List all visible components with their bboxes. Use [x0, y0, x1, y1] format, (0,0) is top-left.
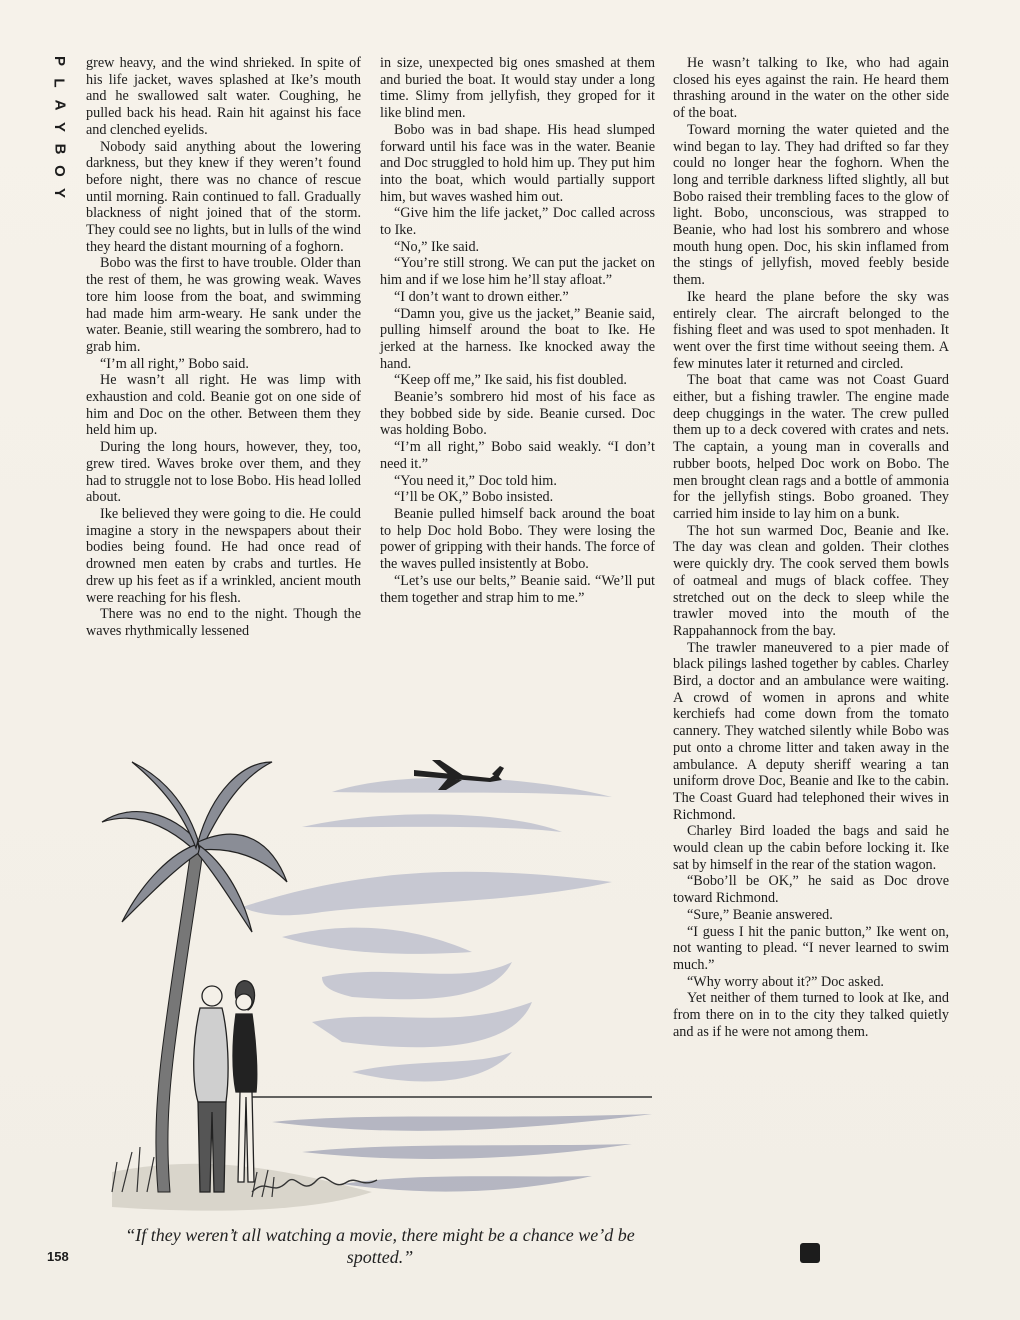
text-column-3	[673, 55, 949, 1040]
paragraph: “Sure,” Beanie answered.	[687, 906, 833, 923]
text-column-2	[380, 55, 655, 606]
masthead-letter: Y	[50, 121, 68, 133]
paragraph: Toward morning the water quieted and the wind began to lay. They had drifted so far they could no longer hear the foghorn. When the long and terrible darkness lifted slightly, all but Bobo raised their trembling faces to the glow of light. Bobo, unconscious, was strapped to Beanie, who had lost his sombrero and whose mouth hung open. Doc, his skin inflamed from the stings of jellyfish, moved feebly beside them.	[673, 121, 949, 289]
masthead-letter: O	[50, 165, 68, 177]
paragraph: Yet neither of them turned to look at Ike, and from there on in to the city they talked quietly and as if he were not among them.	[673, 990, 949, 1040]
text-column-1	[86, 55, 361, 640]
paragraph: “I’m all right,” Bobo said.	[100, 355, 249, 372]
man-figure	[194, 986, 228, 1192]
paragraph: There was no end to the night. Though the waves rhythmically lessened	[86, 606, 361, 639]
cartoon-illustration	[92, 752, 660, 1222]
paragraph: Ike heard the plane before the sky was entirely clear. The aircraft belonged to the fishing fleet and was used to spot menhaden. It went over the first time without seeing them. A few minutes later it returned and circled.	[673, 288, 949, 372]
paragraph: “Damn you, give us the jacket,” Beanie said, pulling himself around the boat to Ike. He jerked at the harness. Ike knocked away the hand.	[380, 305, 655, 372]
masthead-letter: B	[51, 143, 68, 155]
masthead-letter: P	[50, 55, 68, 67]
paragraph: “Bobo’ll be OK,” he said as Doc drove toward Richmond.	[673, 873, 949, 907]
palm-trunk	[156, 842, 204, 1192]
cloud-wash	[242, 778, 612, 1082]
paragraph: He wasn’t talking to Ike, who had again closed his eyes against the rain. He heard them thrashing around in the water on the other side of the boat.	[673, 55, 949, 122]
paragraph: “You’re still strong. We can put the jacket on him and if we lose him he’ll stay afloat.”	[380, 255, 655, 289]
paragraph: “Keep off me,” Ike said, his fist doubled.	[394, 372, 627, 389]
masthead-letter: L	[50, 78, 68, 88]
paragraph: Charley Bird loaded the bags and said he would clean up the cabin before locking it. Ike sat by himself in the rear of the station wagon.	[673, 823, 949, 873]
paragraph: He wasn’t all right. He was limp with exhaustion and cold. Beanie got on one side of him and Doc on the other. Between them they held him up.	[86, 372, 361, 439]
paragraph: “I’ll be OK,” Bobo insisted.	[394, 489, 554, 506]
paragraph: “Why worry about it?” Doc asked.	[687, 973, 884, 990]
masthead-letter: A	[51, 99, 68, 111]
paragraph: The hot sun warmed Doc, Beanie and Ike. The day was clean and golden. Their clothes were quickly dry. The cook served them bowls of oatmeal and mugs of black coffee. They stretched out on the deck to sleep while the trawler moved into the mouth of the Rappahannock from the bay.	[673, 522, 949, 639]
paragraph: grew heavy, and the wind shrieked. In spite of his life jacket, waves splashed at Ike’s mouth and he swallowed salt water. Coughing, he pulled back his head. Rain hit against his face and clenched eyelids.	[86, 55, 361, 138]
cartoon-caption: “If they weren’t all watching a movie, there might be a chance we’d be spotted.”	[125, 1225, 635, 1267]
paragraph: “I’m all right,” Bobo said weakly. “I don’t need it.”	[380, 439, 655, 472]
paragraph: Beanie’s sombrero hid most of his face as they bobbed side by side. Beanie cursed. Doc was holding Bobo.	[380, 389, 655, 439]
paragraph: Bobo was in bad shape. His head slumped forward until his face was in the water. Beanie and Doc struggled to hold him up. They put him into the boat, which would partially support him, but waves washed him out.	[380, 121, 655, 205]
paragraph: “You need it,” Doc told him.	[394, 472, 557, 489]
masthead-letter: Y	[50, 187, 68, 199]
page-number: 158	[47, 1249, 69, 1264]
paragraph: “Let’s use our belts,” Beanie said. “We’ll put them together and strap him to me.”	[380, 572, 655, 606]
paragraph: in size, unexpected big ones smashed at them and buried the boat. It would stay under a long time. Slimy from jellyfish, they groped for it like blind men.	[380, 55, 655, 122]
paragraph: The boat that came was not Coast Guard either, but a fishing trawler. The engine made deep chuggings in the water. The crew pulled them up to a deck covered with crates and nets. The captain, a young man in coveralls and rubber boots, helped Doc work on Bobo. The men brought clean rags and a bottle of ammonia for the jellyfish stings. Bobo groaned. They carried him inside to lay him on a bunk.	[673, 372, 949, 522]
paragraph: Nobody said anything about the lowering darkness, but they knew if they weren’t found before night, there was no chance of rescue until morning. Rain continued to fall. Gradually blackness of night joined that of the storm. They could see no lights, but in lulls of the wind they heard the distant mourning of a foghorn.	[86, 138, 361, 255]
paragraph: Ike believed they were going to die. He could imagine a story in the newspapers about their bodies being found. He had once read of drowned men eaten by crabs and turtles. He drew up his feet as if a wrinkled, ancient mouth were reaching for his flesh.	[86, 505, 361, 606]
paragraph: “Give him the life jacket,” Doc called across to Ike.	[380, 205, 655, 239]
end-mark-icon	[800, 1243, 820, 1263]
paragraph: Beanie pulled himself back around the boat to help Doc hold Bobo. They were losing the power of gripping with their hands. The force of the waves pulled insistently at Bobo.	[380, 505, 655, 573]
paragraph: “No,” Ike said.	[394, 238, 480, 255]
woman-figure	[233, 981, 257, 1182]
paragraph: The trawler maneuvered to a pier made of black pilings lashed together by cables. Charley Bird, a doctor and an ambulance were waiting. A crowd of women in aprons and white kerchiefs had come down from the tomato cannery. They watched silently while Bobo was put onto a chrome litter and taken away in the ambulance. A deputy sheriff wearing a tan uniform drove Doc, Beanie and Ike to the cabin. The Coast Guard had telephoned their wives in Richmond.	[673, 639, 949, 823]
paragraph: “I guess I hit the panic button,” Ike went on, not wanting to plead. “I never learned to swim much.”	[673, 923, 949, 973]
paragraph: Bobo was the first to have trouble. Older than the rest of them, he was growing weak. Waves tore him loose from the boat, and swimming had made him arm-weary. He sank under the water. Beanie, still wearing the sombrero, had to grab him.	[86, 255, 361, 355]
masthead	[48, 50, 70, 204]
paragraph: “I don’t want to drown either.”	[394, 288, 569, 305]
paragraph: During the long hours, however, they, too, grew tired. Waves broke over them, and they had to struggle not to lose Bobo. His head lolled about.	[86, 439, 361, 506]
